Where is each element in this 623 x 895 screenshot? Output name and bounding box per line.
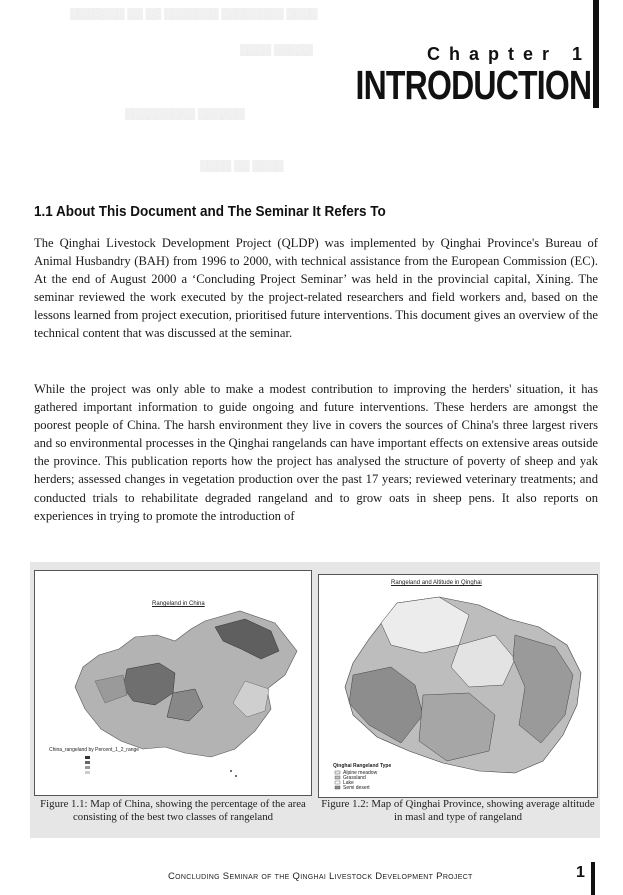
figure-caption: Figure 1.2: Map of Qinghai Province, showing average altitude in masl and type of rangeland — [321, 798, 595, 823]
footer-side-bar — [591, 862, 595, 895]
bleed-through-text: ▒▒▒▒▒▒▒▒▒ ▒▒▒▒▒▒ — [125, 108, 245, 120]
page-number: 1 — [576, 864, 585, 881]
chapter-side-bar — [593, 0, 599, 108]
map-legend-title: Qinghai Rangeland Type — [333, 763, 392, 769]
figure-china-map — [34, 570, 312, 796]
section-heading: 1.1 About This Document and The Seminar It Refers To — [34, 203, 386, 220]
chapter-title: INTRODUCTION — [355, 62, 591, 108]
bleed-through-text: ▒▒▒▒ ▒▒▒▒▒ — [240, 44, 313, 56]
map-legend-title: China_rangeland by Percent_1_2_range — [49, 747, 140, 753]
figure-qinghai-map — [318, 574, 598, 798]
map-legend-item: Alpine meadow — [343, 770, 378, 776]
body-paragraph: The Qinghai Livestock Development Project (QLDP) was implemented by Qinghai Province's Bureau of Animal Husbandry (BAH) from 1996 to 2000, with technical assistance from the European Commission (EC). At the end of August 2000 a ‘Concluding Project Seminar’ was held in the provincial capital, Xining. The seminar reviewed the work executed by the project-related researchers and field workers and, based on the lessons learned from project execution, prioritised future interventions. This document gives an overview of the technical content that was discussed at the seminar. — [34, 236, 598, 341]
bleed-through-text: ▒▒▒▒ ▒▒ ▒▒▒▒ — [200, 160, 284, 172]
chapter-label: Chapter 1 — [426, 44, 591, 64]
map-legend-item: Grassland — [343, 775, 366, 781]
map-title: Rangeland in China — [152, 601, 205, 607]
running-footer: Concluding Seminar of the Qinghai Livestock Development Project — [168, 871, 473, 882]
map-legend-item: Lake — [343, 780, 354, 786]
body-paragraph: While the project was only able to make a modest contribution to improving the herders' situation, it has gathered important information to guide ongoing and future interventions. These herders are amongst the poorest people of China. The harsh environment they live in covers the sources of China's three largest rivers and so environmental processes in the Qinghai rangelands can have important effects on extensive areas outside the province. This publication reports how the project has analysed the structure of poverty of sheep and yak herders; assessed changes in vegetation production over the past 17 years; reviewed veterinary treatments; and conducted trials to rehabilitate degraded rangeland and to grow oats in sheep pens. It also reports on experiences in trying to promote the introduction of — [34, 382, 598, 523]
figure-caption: Figure 1.1: Map of China, showing the percentage of the area consisting of the best two classes of rangeland — [40, 798, 306, 823]
bleed-through-text: ▒▒▒▒▒▒▒ ▒▒ ▒▒ ▒▒▒▒▒▒▒ ▒▒▒▒▒▒▒▒ ▒▒▒▒ — [70, 8, 318, 20]
china-map — [35, 571, 311, 795]
map-title: Rangeland and Altitude in Qinghai — [391, 580, 482, 586]
map-legend-item: Semi desert — [343, 785, 370, 791]
